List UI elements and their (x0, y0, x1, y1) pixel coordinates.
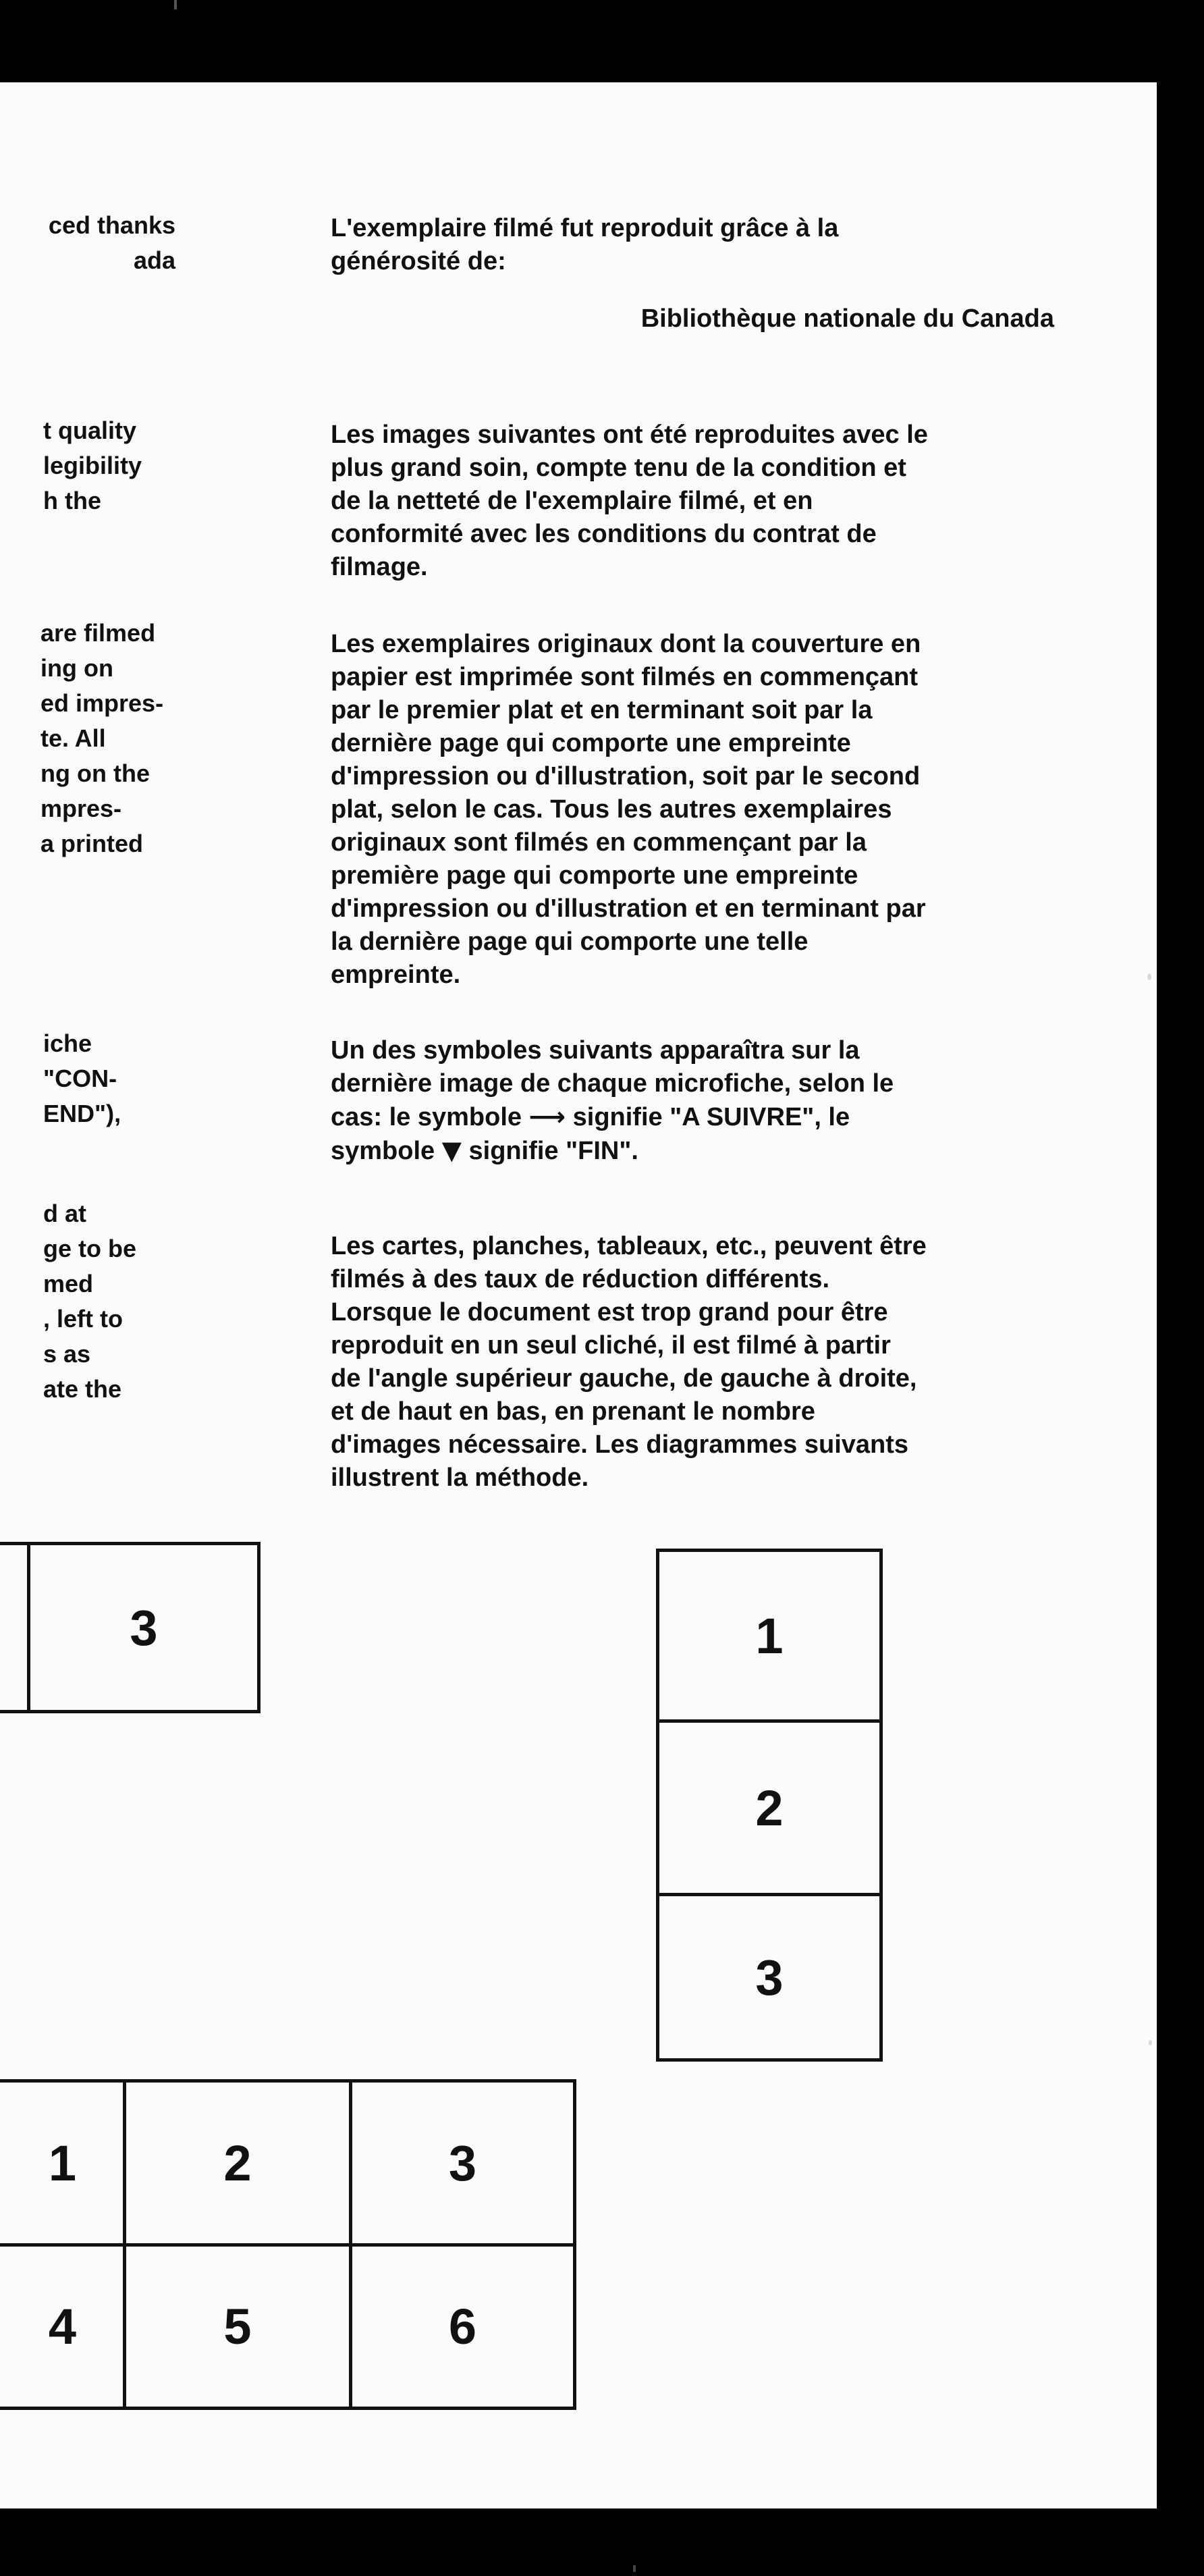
text-line: ge to be (43, 1235, 137, 1262)
diagram-cell: 1 (755, 1607, 784, 1664)
text-fragment: symbole (331, 1137, 442, 1165)
text-line: Un des symboles suivants apparaîtra sur la (331, 1036, 860, 1065)
text-line: legibility (43, 452, 142, 479)
text-line: la dernière page qui comporte une telle (331, 928, 809, 956)
text-line: s as (43, 1340, 91, 1368)
text-line: , left to (43, 1305, 123, 1333)
film-speck (174, 0, 177, 9)
paragraph-maps (331, 1230, 927, 1495)
diagram-cell: 2 (755, 1779, 784, 1836)
text-fragment: cas: le symbole (331, 1103, 529, 1131)
credit-paragraph (331, 212, 838, 278)
left-block-1 (0, 208, 175, 278)
triangle-symbol-icon: ▼ (441, 1135, 462, 1165)
text-line: générosité de: (331, 247, 506, 275)
text-line: END"), (43, 1100, 121, 1127)
text-line: t quality (43, 417, 137, 444)
text-line: "CON- (43, 1065, 117, 1092)
diagram-cell: 4 (48, 2299, 77, 2355)
paragraph-images (331, 419, 928, 584)
text-line: ing on (40, 654, 113, 682)
left-block-4 (0, 1026, 175, 1131)
document-page (0, 82, 1157, 2508)
text-line: de la netteté de l'exemplaire filmé, et en (331, 487, 813, 515)
diagram-cell: 5 (223, 2299, 252, 2355)
diagram-cell: 1 (48, 2135, 77, 2191)
diagram-cell: 3 (755, 1949, 784, 2006)
text-line: ada (133, 246, 175, 274)
text-line: med (43, 1270, 94, 1297)
text-line: plus grand soin, compte tenu de la condition et (331, 454, 906, 482)
left-block-2 (0, 413, 175, 518)
text-line: mpres- (40, 795, 122, 822)
text-line: d at (43, 1200, 87, 1227)
text-line: reproduit en un seul cliché, il est filmé à partir (331, 1331, 891, 1360)
film-speck (1147, 973, 1151, 980)
text-line: Les cartes, planches, tableaux, etc., peuvent être (331, 1232, 927, 1260)
diagram-cell: 2 (223, 2135, 252, 2191)
text-line: ng on the (40, 759, 150, 787)
text-line: Lorsque le document est trop grand pour être (331, 1298, 888, 1326)
text-line: d'images nécessaire. Les diagrammes suivants (331, 1430, 909, 1459)
text-line (331, 1134, 894, 1168)
text-line: conformité avec les conditions du contrat de (331, 520, 877, 548)
arrow-symbol-icon: ⟶ (528, 1102, 566, 1131)
diagram-row (0, 1542, 261, 1713)
text-line: te. All (40, 724, 106, 752)
paragraph-originals (331, 628, 926, 992)
paragraph-symbols (331, 1034, 894, 1168)
diagram-cell: 3 (448, 2135, 477, 2191)
text-line: empreinte. (331, 961, 461, 989)
text-line: papier est imprimée sont filmés en commençant (331, 663, 919, 691)
text-line: L'exemplaire filmé fut reproduit grâce à la (331, 214, 839, 242)
text-line: première page qui comporte une empreinte (331, 861, 858, 890)
text-line: de l'angle supérieur gauche, de gauche à droite, (331, 1364, 917, 1393)
text-line: par le premier plat et en terminant soit par la (331, 696, 873, 724)
text-line: ced thanks (48, 211, 175, 239)
text-line: a printed (40, 830, 144, 857)
text-line: dernière page qui comporte une empreinte (331, 729, 851, 757)
text-line: ed impres- (40, 689, 164, 717)
text-line: plat, selon le cas. Tous les autres exemplaires (331, 795, 892, 824)
text-line: ate the (43, 1375, 122, 1403)
text-line (331, 1100, 894, 1134)
text-line: illustrent la méthode. (331, 1464, 589, 1492)
text-line: d'impression ou d'illustration et en terminant par (331, 894, 926, 923)
text-fragment: signifie "FIN". (461, 1137, 638, 1165)
text-line: originaux sont filmés en commençant par la (331, 828, 867, 857)
film-speck (633, 2565, 636, 2572)
text-line: h the (43, 487, 101, 514)
film-speck (1149, 2040, 1152, 2045)
text-line: et de haut en bas, en prenant le nombre (331, 1397, 815, 1426)
text-fragment: signifie "A SUIVRE", le (566, 1103, 850, 1131)
diagram-column (656, 1549, 883, 2062)
left-block-5 (0, 1196, 175, 1407)
text-line: filmage. (331, 553, 428, 581)
text-line: iche (43, 1029, 92, 1057)
diagram-cell: 6 (448, 2299, 477, 2355)
text-line: d'impression ou d'illustration, soit par le second (331, 762, 921, 790)
left-block-3 (0, 616, 175, 861)
text-line: Les images suivantes ont été reproduites avec le (331, 421, 928, 449)
library-name: Bibliothèque nationale du Canada (640, 304, 1054, 333)
diagram-cell: 3 (130, 1599, 158, 1656)
text-line: filmés à des taux de réduction différents. (331, 1265, 830, 1293)
text-line: Les exemplaires originaux dont la couverture en (331, 630, 921, 658)
diagram-grid (0, 2079, 576, 2410)
text-line: are filmed (40, 619, 156, 647)
text-line: dernière image de chaque microfiche, selon le (331, 1069, 894, 1098)
